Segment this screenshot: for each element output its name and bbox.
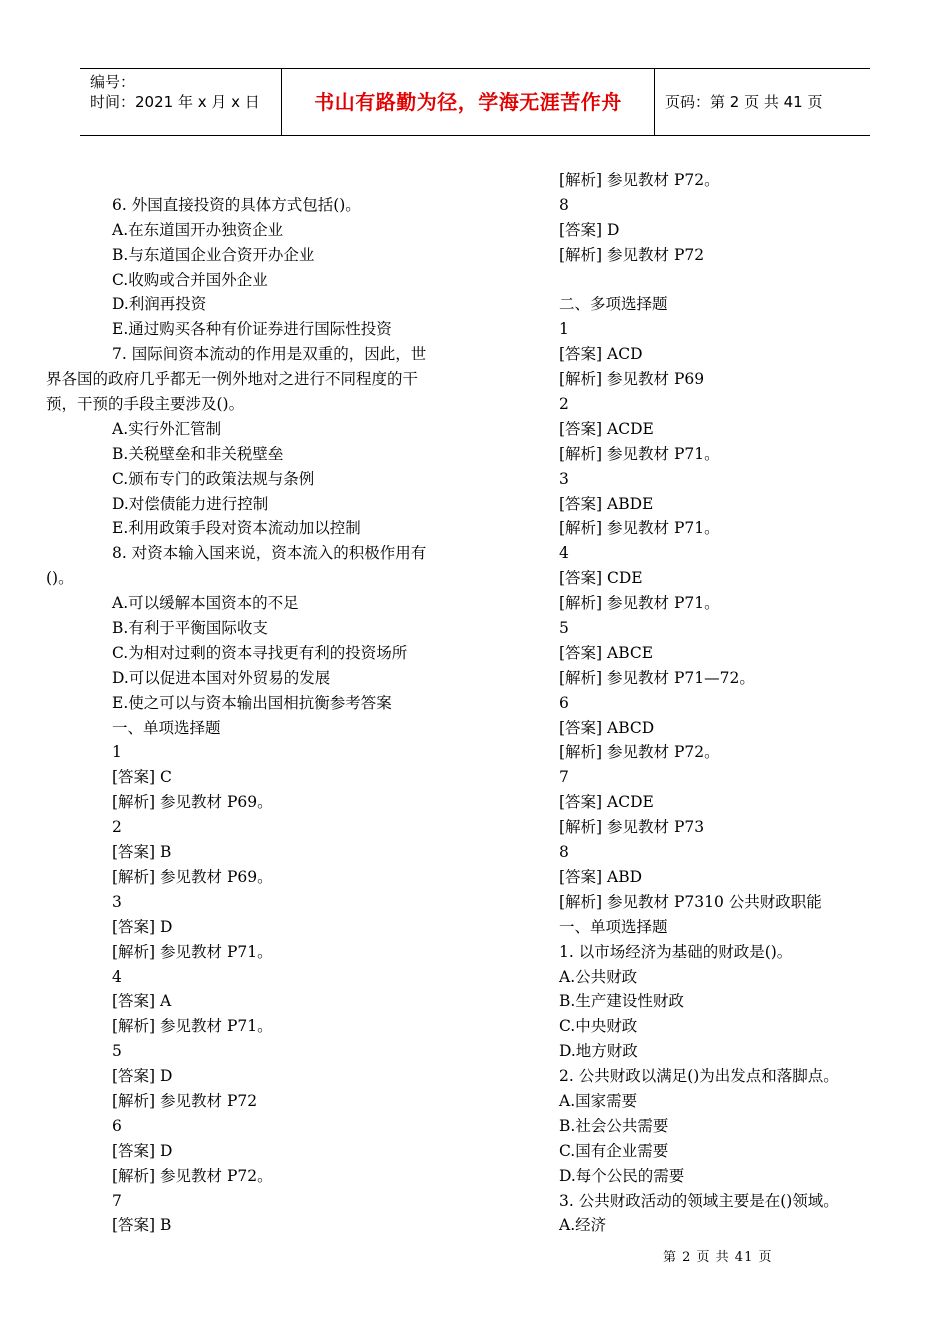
right-column-line: 8: [559, 195, 569, 214]
right-column-line: [解析] 参见教材 P69: [559, 370, 705, 389]
header-motto-cell: [282, 69, 655, 135]
left-column-line: 4: [112, 967, 122, 986]
right-column-line: [答案] ABDE: [559, 494, 654, 513]
left-column-line: [答案] B: [112, 1216, 172, 1235]
right-column-line: A.国家需要: [559, 1091, 638, 1110]
left-column-line: E.利用政策手段对资本流动加以控制: [112, 519, 361, 538]
left-column-line: [答案] D: [112, 1141, 173, 1160]
left-column-line: [答案] C: [112, 768, 172, 787]
right-column-line: 4: [559, 544, 569, 563]
right-column-line: 二、多项选择题: [559, 295, 668, 314]
left-column-line: B.与东道国企业合资开办企业: [112, 245, 315, 264]
right-column-line: 6: [559, 693, 569, 712]
left-column-line: 7. 国际间资本流动的作用是双重的，因此，世: [112, 345, 427, 364]
page-footer: 第 2 页 共 41 页: [663, 1250, 773, 1265]
right-column-line: C.国有企业需要: [559, 1141, 669, 1160]
right-column-line: [答案] ACD: [559, 345, 643, 364]
right-column-line: [答案] ACDE: [559, 419, 654, 438]
header-number-label: 编号：: [90, 73, 136, 91]
left-column-line: 预，干预的手段主要涉及()。: [46, 395, 245, 414]
left-column-line: E.使之可以与资本输出国相抗衡参考答案: [112, 693, 392, 712]
left-column-line: [解析] 参见教材 P69。: [112, 793, 273, 812]
right-column-line: [答案] ACDE: [559, 793, 654, 812]
right-column-line: [答案] ABCD: [559, 718, 655, 737]
left-column-line: [解析] 参见教材 P71。: [112, 942, 273, 961]
right-column-line: D.地方财政: [559, 1042, 638, 1061]
left-column-line: 8. 对资本输入国来说，资本流入的积极作用有: [112, 544, 427, 563]
left-column-line: C.颁布专门的政策法规与条例: [112, 469, 315, 488]
left-column-line: [解析] 参见教材 P69。: [112, 867, 273, 886]
right-column-line: 3. 公共财政活动的领域主要是在()领域。: [559, 1191, 839, 1210]
left-column-line: 7: [112, 1191, 122, 1210]
left-column-line: 2: [112, 818, 122, 837]
left-column-line: 3: [112, 892, 122, 911]
left-column-line: E.通过购买各种有价证券进行国际性投资: [112, 320, 392, 339]
right-column-line: 2. 公共财政以满足()为出发点和落脚点。: [559, 1067, 839, 1086]
right-column-line: C.中央财政: [559, 1017, 638, 1036]
right-column-line: 2: [559, 395, 569, 414]
left-column-line: D.可以促进本国对外贸易的发展: [112, 668, 331, 687]
header-page-cell: [655, 69, 870, 135]
left-column-line: [解析] 参见教材 P72: [112, 1091, 258, 1110]
left-column-line: [解析] 参见教材 P72。: [112, 1166, 273, 1185]
right-column-line: 一、单项选择题: [559, 917, 668, 936]
right-column-line: [解析] 参见教材 P7310 公共财政职能: [559, 892, 822, 911]
right-column-line: B.社会公共需要: [559, 1116, 669, 1135]
right-column-line: [答案] CDE: [559, 569, 643, 588]
left-column-line: [答案] D: [112, 1067, 173, 1086]
right-column-line: 1. 以市场经济为基础的财政是()。: [559, 942, 793, 961]
left-column-line: 界各国的政府几乎都无一例外地对之进行不同程度的干: [46, 370, 419, 389]
right-column-line: 5: [559, 619, 569, 638]
left-column-line: A.在东道国开办独资企业: [112, 220, 284, 239]
left-column-line: 1: [112, 743, 122, 762]
header-page-info: 页码：第 2 页 共 41 页: [665, 93, 823, 111]
left-column-line: [46, 168, 462, 193]
page-header: [80, 68, 870, 136]
left-column-line: A.实行外汇管制: [112, 419, 222, 438]
right-column-line: [解析] 参见教材 P71。: [559, 594, 720, 613]
right-column-line: A.公共财政: [559, 967, 638, 986]
right-column-line: [答案] ABCE: [559, 643, 654, 662]
left-column-line: [解析] 参见教材 P71。: [112, 1017, 273, 1036]
right-column-line: 8: [559, 843, 569, 862]
left-column-line: C.收购或合并国外企业: [112, 270, 268, 289]
left-column-line: C.为相对过剩的资本寻找更有利的投资场所: [112, 643, 408, 662]
right-column-line: [解析] 参见教材 P71。: [559, 444, 720, 463]
left-column-line: B.有利于平衡国际收支: [112, 619, 268, 638]
left-column-line: D.对偿债能力进行控制: [112, 494, 269, 513]
left-column-line: D.利润再投资: [112, 295, 207, 314]
right-column-line: [解析] 参见教材 P72: [559, 245, 705, 264]
right-column-line: A.经济: [559, 1216, 607, 1235]
right-column-line: D.每个公民的需要: [559, 1166, 685, 1185]
header-meta: [80, 69, 282, 135]
right-column-line: [解析] 参见教材 P71—72。: [559, 668, 755, 687]
left-column-line: B.关税壁垒和非关税壁垒: [112, 444, 284, 463]
left-column-line: ()。: [46, 569, 74, 588]
left-column: [46, 168, 462, 1238]
left-column-line: 6: [112, 1116, 122, 1135]
right-column-line: 3: [559, 469, 569, 488]
right-column-line: B.生产建设性财政: [559, 992, 684, 1011]
right-column-line: [解析] 参见教材 P73: [559, 818, 705, 837]
right-column: [559, 168, 889, 1238]
left-column-line: [答案] D: [112, 917, 173, 936]
right-column-line: [559, 268, 889, 293]
header-date: 时间：2021 年 x 月 x 日: [90, 93, 260, 111]
right-column-line: [解析] 参见教材 P71。: [559, 519, 720, 538]
left-column-line: [答案] A: [112, 992, 172, 1011]
left-column-line: 6. 外国直接投资的具体方式包括()。: [112, 195, 361, 214]
right-column-line: [解析] 参见教材 P72。: [559, 171, 720, 189]
left-column-line: 一、单项选择题: [112, 718, 221, 737]
right-column-line: [答案] D: [559, 220, 620, 239]
left-column-line: A.可以缓解本国资本的不足: [112, 594, 299, 613]
right-column-line: [答案] ABD: [559, 867, 643, 886]
right-column-line: 1: [559, 320, 569, 339]
right-column-line: 7: [559, 768, 569, 787]
left-column-line: 5: [112, 1042, 122, 1061]
left-column-line: [答案] B: [112, 843, 172, 862]
header-motto: 书山有路勤为径，学海无涯苦作舟: [314, 90, 622, 114]
right-column-line: [解析] 参见教材 P72。: [559, 743, 720, 762]
